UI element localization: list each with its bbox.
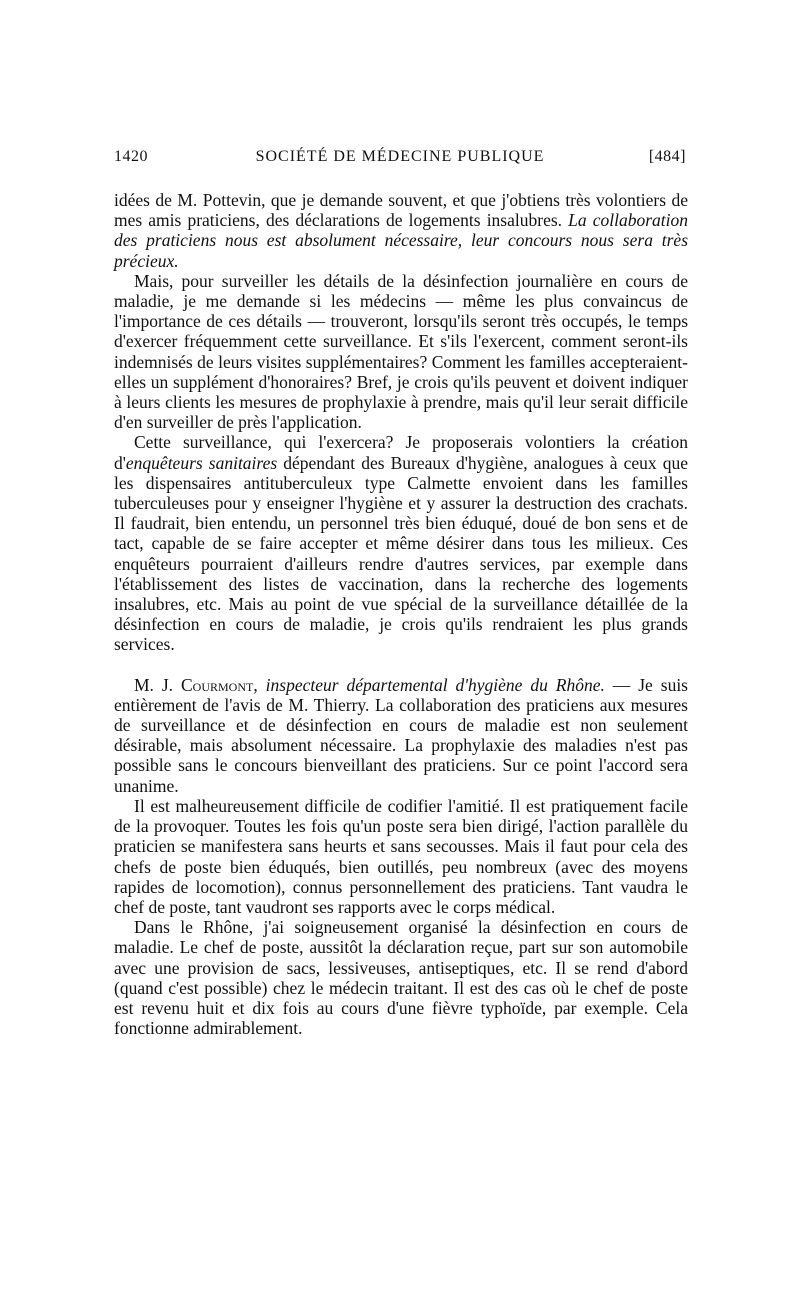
speaker-role: inspecteur départemental d'hygiène du Rhône. [265,674,605,695]
page-body [114,190,688,1038]
paragraph-2: Mais, pour surveiller les détails de la désinfection journalière en cours de maladie, je me demande si les médecins — même les plus convaincus de l'importance de ces détails — trouveront, lorsqu'ils seront très occupés, le temps d'exercer fréquemment cette surveillance. Et s'ils l'exercent, comment seront-ils indemnisés de leurs visites supplémentaires? Comment les familles accepteraient-elles un supplément d'honoraires? Bref, je crois qu'ils peuvent et doivent indiquer à leurs clients les mesures de prophylaxie à prendre, mais qu'il leur serait difficile d'en surveiller de près l'application. [114,270,688,433]
paragraph-3-emphasis: enquêteurs sanitaires [125,452,278,473]
paragraph-5: Il est malheureusement difficile de codifier l'amitié. Il est pratiquement facile de la provoquer. Toutes les fois qu'un poste sera bien dirigé, l'action parallèle du praticien se manifestera sans heurts et sans secousses. Mais il faut pour cela des chefs de poste bien éduqués, bien outillés, peu nombreux (avec des moyens rapides de locomotion), connus personnellement des praticiens. Tant vaudra le chef de poste, tant vaudront ses rapports avec le corps médical. [114,795,688,917]
paragraph-6: Dans le Rhône, j'ai soigneusement organisé la désinfection en cours de maladie. Le chef de poste, aussitôt la déclaration reçue, part sur son automobile avec une provision de sacs, lessiveuses, antiseptiques, etc. Il se rend d'abord (quand c'est possible) chez le médecin traitant. Il est des cas où le chef de poste est revenu huit et dix fois au cours d'une fièvre typhoïde, par exemple. Cela fonctionne admirablement. [114,917,688,1039]
paragraph-3-end: dépendant des Bureaux d'hygiène, analogues à ceux que les dispensaires antituberculeux type Calmette envoient dans les familles tuberculeuses pour y enseigner l'hygiène et y assurer la destruction des crachats. Il faudrait, bien entendu, un personnel très bien éduqué, doué de bon sens et de tact, capable de se faire accepter et même désirer dans tous les milieux. Ces enquêteurs pourraient d'ailleurs rendre d'autres services, par exemple dans l'établissement des listes de vaccination, dans la recherche des logements insalubres, etc. Mais au point de vue spécial de la surveillance détaillée de la désinfection en cours de maladie, je crois qu'ils rendraient les plus grands services. [114,452,688,655]
speaker-name: Courmont [181,674,254,695]
paragraph-1-text: idées de M. Pottevin, que je demande souvent, et que j'obtiens très volontiers de mes amis praticiens, des déclarations de logements insalubres. [114,190,688,231]
paragraph-3-start: Cette surveillance, qui l'exercera? Je proposerais volontiers la création d' [114,432,688,473]
paragraph-4-text: — Je suis entièrement de l'avis de M. Thierry. La collaboration des praticiens aux mesures de surveillance et de désinfection en cours de maladie est non seulement désirable, mais absolument nécessaire. La prophylaxie des maladies n'est pas possible sans le concours bienveillant des praticiens. Sur ce point l'accord sera unanime. [114,674,688,796]
page-number: 1420 [114,148,148,165]
running-title: SOCIÉTÉ DE MÉDECINE PUBLIQUE [255,148,545,165]
paragraph-1-emphasis: La collaboration des praticiens nous est absolument nécessaire, leur concours nous sera très précieux. [114,210,689,271]
speaker-prefix: M. J. [134,674,181,695]
page-header [114,148,686,172]
paragraph-3 [114,432,688,654]
speaker-separator: , [253,674,266,695]
bracket-page-number: [484] [648,148,686,165]
paragraph-1 [114,190,688,271]
paragraph-4 [114,675,688,796]
